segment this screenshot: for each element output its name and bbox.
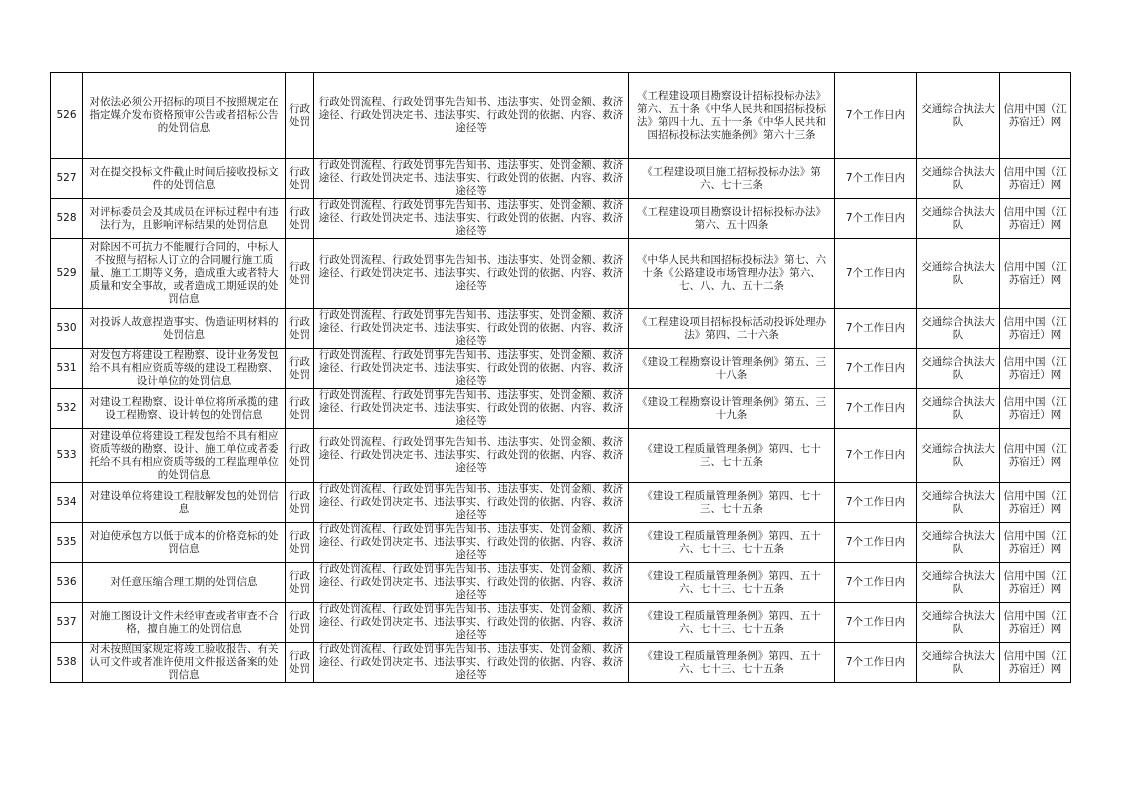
disclosure-channel: 信用中国（江苏宿迁）网 bbox=[1000, 429, 1071, 483]
disclosure-channel: 信用中国（江苏宿迁）网 bbox=[1000, 309, 1071, 349]
item-number: 534 bbox=[51, 483, 83, 523]
item-name: 对投诉人故意捏造事实、伪造证明材料的处罚信息 bbox=[83, 309, 286, 349]
disclosure-period: 7个工作日内 bbox=[835, 199, 917, 239]
table-row bbox=[51, 199, 1071, 239]
item-number: 531 bbox=[51, 349, 83, 389]
disclosure-period: 7个工作日内 bbox=[835, 159, 917, 199]
disclosure-channel: 信用中国（江苏宿迁）网 bbox=[1000, 603, 1071, 643]
disclosure-content: 行政处罚流程、行政处罚事先告知书、违法事实、处罚金额、救济途径、行政处罚决定书、违法事实、行政处罚的依据、内容、救济途径等 bbox=[314, 389, 629, 429]
disclosure-period: 7个工作日内 bbox=[835, 483, 917, 523]
table-row bbox=[51, 389, 1071, 429]
legal-basis: 《建设工程质量管理条例》第四、五十六、七十三、七十五条 bbox=[629, 643, 835, 683]
disclosure-channel: 信用中国（江苏宿迁）网 bbox=[1000, 73, 1071, 159]
disclosure-content: 行政处罚流程、行政处罚事先告知书、违法事实、处罚金额、救济途径、行政处罚决定书、违法事实、行政处罚的依据、内容、救济途径等 bbox=[314, 523, 629, 563]
disclosure-period: 7个工作日内 bbox=[835, 309, 917, 349]
legal-basis: 《建设工程质量管理条例》第四、七十三、七十五条 bbox=[629, 483, 835, 523]
legal-basis: 《工程建设项目招标投标活动投诉处理办法》第四、二十六条 bbox=[629, 309, 835, 349]
item-type: 行政处罚 bbox=[286, 349, 314, 389]
disclosure-channel: 信用中国（江苏宿迁）网 bbox=[1000, 239, 1071, 309]
item-type: 行政处罚 bbox=[286, 603, 314, 643]
legal-basis: 《建设工程勘察设计管理条例》第五、三十八条 bbox=[629, 349, 835, 389]
table-body bbox=[51, 73, 1071, 683]
responsible-department: 交通综合执法大队 bbox=[917, 159, 1000, 199]
disclosure-channel: 信用中国（江苏宿迁）网 bbox=[1000, 199, 1071, 239]
item-name: 对施工图设计文件未经审查或者审查不合格，擅自施工的处罚信息 bbox=[83, 603, 286, 643]
item-number: 533 bbox=[51, 429, 83, 483]
item-name: 对任意压缩合理工期的处罚信息 bbox=[83, 563, 286, 603]
item-type: 行政处罚 bbox=[286, 643, 314, 683]
item-type: 行政处罚 bbox=[286, 159, 314, 199]
legal-basis: 《建设工程质量管理条例》第四、七十三、七十五条 bbox=[629, 429, 835, 483]
item-type: 行政处罚 bbox=[286, 563, 314, 603]
responsible-department: 交通综合执法大队 bbox=[917, 523, 1000, 563]
table-row bbox=[51, 239, 1071, 309]
responsible-department: 交通综合执法大队 bbox=[917, 309, 1000, 349]
disclosure-period: 7个工作日内 bbox=[835, 73, 917, 159]
table-row bbox=[51, 73, 1071, 159]
item-number: 535 bbox=[51, 523, 83, 563]
item-name: 对未按照国家规定将竣工验收报告、有关认可文件或者准许使用文件报送备案的处罚信息 bbox=[83, 643, 286, 683]
disclosure-channel: 信用中国（江苏宿迁）网 bbox=[1000, 349, 1071, 389]
disclosure-content: 行政处罚流程、行政处罚事先告知书、违法事实、处罚金额、救济途径、行政处罚决定书、违法事实、行政处罚的依据、内容、救济途径等 bbox=[314, 563, 629, 603]
disclosure-content: 行政处罚流程、行政处罚事先告知书、违法事实、处罚金额、救济途径、行政处罚决定书、违法事实、行政处罚的依据、内容、救济途径等 bbox=[314, 199, 629, 239]
disclosure-content: 行政处罚流程、行政处罚事先告知书、违法事实、处罚金额、救济途径、行政处罚决定书、违法事实、行政处罚的依据、内容、救济途径等 bbox=[314, 643, 629, 683]
table-row bbox=[51, 643, 1071, 683]
item-name: 对建设单位将建设工程肢解发包的处罚信息 bbox=[83, 483, 286, 523]
disclosure-period: 7个工作日内 bbox=[835, 349, 917, 389]
disclosure-channel: 信用中国（江苏宿迁）网 bbox=[1000, 563, 1071, 603]
disclosure-channel: 信用中国（江苏宿迁）网 bbox=[1000, 159, 1071, 199]
table-row bbox=[51, 563, 1071, 603]
item-name: 对除因不可抗力不能履行合同的，中标人不按照与招标人订立的合同履行施工质量、施工工期等义务，造成重大或者特大质量和安全事故，或者造成工期延误的处罚信息 bbox=[83, 239, 286, 309]
item-number: 527 bbox=[51, 159, 83, 199]
disclosure-content: 行政处罚流程、行政处罚事先告知书、违法事实、处罚金额、救济途径、行政处罚决定书、违法事实、行政处罚的依据、内容、救济途径等 bbox=[314, 73, 629, 159]
item-number: 528 bbox=[51, 199, 83, 239]
disclosure-content: 行政处罚流程、行政处罚事先告知书、违法事实、处罚金额、救济途径、行政处罚决定书、违法事实、行政处罚的依据、内容、救济途径等 bbox=[314, 309, 629, 349]
disclosure-channel: 信用中国（江苏宿迁）网 bbox=[1000, 523, 1071, 563]
disclosure-content: 行政处罚流程、行政处罚事先告知书、违法事实、处罚金额、救济途径、行政处罚决定书、违法事实、行政处罚的依据、内容、救济途径等 bbox=[314, 483, 629, 523]
legal-basis: 《建设工程质量管理条例》第四、五十六、七十三、七十五条 bbox=[629, 563, 835, 603]
item-type: 行政处罚 bbox=[286, 309, 314, 349]
item-type: 行政处罚 bbox=[286, 239, 314, 309]
item-number: 529 bbox=[51, 239, 83, 309]
item-type: 行政处罚 bbox=[286, 73, 314, 159]
disclosure-content: 行政处罚流程、行政处罚事先告知书、违法事实、处罚金额、救济途径、行政处罚决定书、违法事实、行政处罚的依据、内容、救济途径等 bbox=[314, 239, 629, 309]
disclosure-table bbox=[50, 72, 1071, 683]
item-type: 行政处罚 bbox=[286, 429, 314, 483]
table-row bbox=[51, 603, 1071, 643]
legal-basis: 《建设工程勘察设计管理条例》第五、三十九条 bbox=[629, 389, 835, 429]
legal-basis: 《建设工程质量管理条例》第四、五十六、七十三、七十五条 bbox=[629, 523, 835, 563]
responsible-department: 交通综合执法大队 bbox=[917, 199, 1000, 239]
disclosure-period: 7个工作日内 bbox=[835, 429, 917, 483]
disclosure-period: 7个工作日内 bbox=[835, 389, 917, 429]
responsible-department: 交通综合执法大队 bbox=[917, 563, 1000, 603]
item-name: 对建设单位将建设工程发包给不具有相应资质等级的勘察、设计、施工单位或者委托给不具有相应资质等级的工程监理单位的处罚信息 bbox=[83, 429, 286, 483]
table-row bbox=[51, 159, 1071, 199]
item-number: 530 bbox=[51, 309, 83, 349]
item-name: 对依法必须公开招标的项目不按照规定在指定媒介发布资格预审公告或者招标公告的处罚信息 bbox=[83, 73, 286, 159]
legal-basis: 《工程建设项目勘察设计招标投标办法》第六、五十四条 bbox=[629, 199, 835, 239]
responsible-department: 交通综合执法大队 bbox=[917, 603, 1000, 643]
disclosure-period: 7个工作日内 bbox=[835, 603, 917, 643]
disclosure-content: 行政处罚流程、行政处罚事先告知书、违法事实、处罚金额、救济途径、行政处罚决定书、违法事实、行政处罚的依据、内容、救济途径等 bbox=[314, 159, 629, 199]
disclosure-content: 行政处罚流程、行政处罚事先告知书、违法事实、处罚金额、救济途径、行政处罚决定书、违法事实、行政处罚的依据、内容、救济途径等 bbox=[314, 429, 629, 483]
item-name: 对在提交投标文件截止时间后接收投标文件的处罚信息 bbox=[83, 159, 286, 199]
responsible-department: 交通综合执法大队 bbox=[917, 239, 1000, 309]
item-number: 538 bbox=[51, 643, 83, 683]
disclosure-period: 7个工作日内 bbox=[835, 523, 917, 563]
item-number: 536 bbox=[51, 563, 83, 603]
item-name: 对建设工程勘察、设计单位将所承揽的建设工程勘察、设计转包的处罚信息 bbox=[83, 389, 286, 429]
item-type: 行政处罚 bbox=[286, 523, 314, 563]
disclosure-channel: 信用中国（江苏宿迁）网 bbox=[1000, 643, 1071, 683]
item-number: 532 bbox=[51, 389, 83, 429]
item-number: 526 bbox=[51, 73, 83, 159]
disclosure-channel: 信用中国（江苏宿迁）网 bbox=[1000, 389, 1071, 429]
legal-basis: 《工程建设项目勘察设计招标投标办法》第六、五十条《中华人民共和国招标投标法》第四十九、五十一条《中华人民共和国招标投标法实施条例》第六十三条 bbox=[629, 73, 835, 159]
disclosure-period: 7个工作日内 bbox=[835, 643, 917, 683]
table-row bbox=[51, 429, 1071, 483]
item-name: 对评标委员会及其成员在评标过程中有违法行为，且影响评标结果的处罚信息 bbox=[83, 199, 286, 239]
item-name: 对发包方将建设工程勘察、设计业务发包给不具有相应资质等级的建设工程勘察、设计单位的处罚信息 bbox=[83, 349, 286, 389]
table-row bbox=[51, 523, 1071, 563]
item-name: 对迫使承包方以低于成本的价格竞标的处罚信息 bbox=[83, 523, 286, 563]
item-number: 537 bbox=[51, 603, 83, 643]
disclosure-content: 行政处罚流程、行政处罚事先告知书、违法事实、处罚金额、救济途径、行政处罚决定书、违法事实、行政处罚的依据、内容、救济途径等 bbox=[314, 349, 629, 389]
legal-basis: 《工程建设项目施工招标投标办法》第六、七十三条 bbox=[629, 159, 835, 199]
responsible-department: 交通综合执法大队 bbox=[917, 349, 1000, 389]
disclosure-period: 7个工作日内 bbox=[835, 563, 917, 603]
legal-basis: 《中华人民共和国招标投标法》第七、六十条《公路建设市场管理办法》第六、七、八、九、五十二条 bbox=[629, 239, 835, 309]
responsible-department: 交通综合执法大队 bbox=[917, 483, 1000, 523]
responsible-department: 交通综合执法大队 bbox=[917, 389, 1000, 429]
responsible-department: 交通综合执法大队 bbox=[917, 73, 1000, 159]
item-type: 行政处罚 bbox=[286, 389, 314, 429]
item-type: 行政处罚 bbox=[286, 199, 314, 239]
legal-basis: 《建设工程质量管理条例》第四、五十六、七十三、七十五条 bbox=[629, 603, 835, 643]
disclosure-content: 行政处罚流程、行政处罚事先告知书、违法事实、处罚金额、救济途径、行政处罚决定书、违法事实、行政处罚的依据、内容、救济途径等 bbox=[314, 603, 629, 643]
disclosure-channel: 信用中国（江苏宿迁）网 bbox=[1000, 483, 1071, 523]
table-row bbox=[51, 309, 1071, 349]
disclosure-period: 7个工作日内 bbox=[835, 239, 917, 309]
responsible-department: 交通综合执法大队 bbox=[917, 429, 1000, 483]
table-row bbox=[51, 483, 1071, 523]
item-type: 行政处罚 bbox=[286, 483, 314, 523]
table-row bbox=[51, 349, 1071, 389]
responsible-department: 交通综合执法大队 bbox=[917, 643, 1000, 683]
